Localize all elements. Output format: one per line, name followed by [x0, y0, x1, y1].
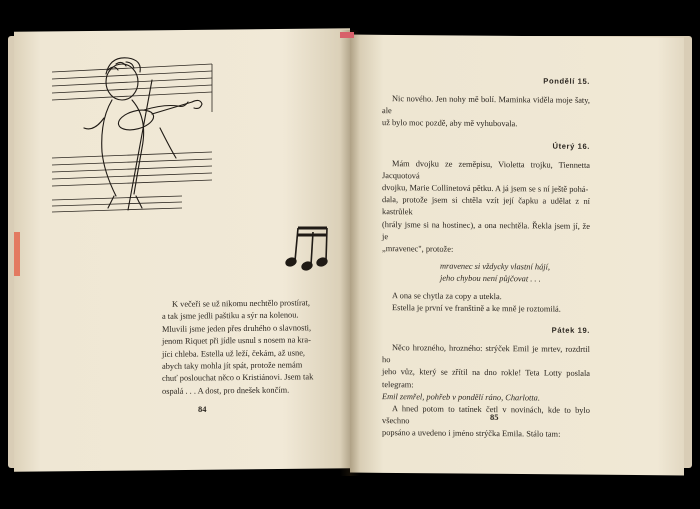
- entry-heading: Pondělí 15.: [543, 76, 590, 86]
- entry-paragraph: Něco hrozného, hrozného: strýček Emil je mrtev, rozdrtil ho jeho vůz, který se zřítil na dno rokle! Teta Lotty poslala telegram: Emil zemřel, pohřeb v pondělí ráno, Charlotta. A hned potom to tatínek četl v novinách, kde to bylo všechno popsáno a uvedeno i jméno strýčka Emila. Stálo tam:: [382, 343, 590, 440]
- right-page-text: [382, 75, 590, 441]
- book-gutter: [340, 30, 360, 476]
- violinist-illustration: [42, 50, 332, 220]
- sixteenth-notes-icon: [282, 222, 332, 274]
- poem-quote: mravenec si vždycky vlastní hájí, jeho chybou není půjčovat . . .: [440, 261, 550, 284]
- entry-paragraph: Nic nového. Jen nohy mě bolí. Maminka viděla moje šaty, ale už bylo moc pozdě, aby mě vyhubovala.: [382, 94, 590, 129]
- page-number-left: 84: [198, 404, 207, 414]
- spine-edge: [340, 32, 354, 38]
- entry-paragraph: A ona se chytla za copy a utekla. Estella je první ve franštině a ke mně je roztomilá.: [392, 290, 561, 314]
- left-page-paragraph: K večeři se už nikomu nechtělo prostírat, a tak jsme jedli paštiku a sýr na kolenou. Mluvili jsme jeden přes druhého o slavnosti, jenom Riquet při jídle usnul s nosem na kra- jíci chleba. Estella už leží, čekám, až usne, abych taky mohla jít spát, protože nemám chuť poslouchat něco o Kristiánovi. Jsem tak ospalá . . . A dost, pro dnešek končím.: [162, 298, 314, 396]
- entry-paragraph: Mám dvojku ze zeměpisu, Violetta trojku, Tiennetta Jacquotová dvojku, Marie Collinetová pětku. A já jsem se s ní ještě pohá- dala, protože jsem si chtěla vzít její čapku a udělat z ní kastrůlek (hrály jsme si na hostinec), a ona nechtěla. Řekla jsem jí, že je „mravenec", protože:: [382, 158, 590, 254]
- bookmark-ribbon: [14, 232, 20, 276]
- page-number-right: 85: [490, 412, 499, 422]
- entry-heading: Pátek 19.: [551, 325, 590, 335]
- entry-heading: Úterý 16.: [552, 141, 590, 151]
